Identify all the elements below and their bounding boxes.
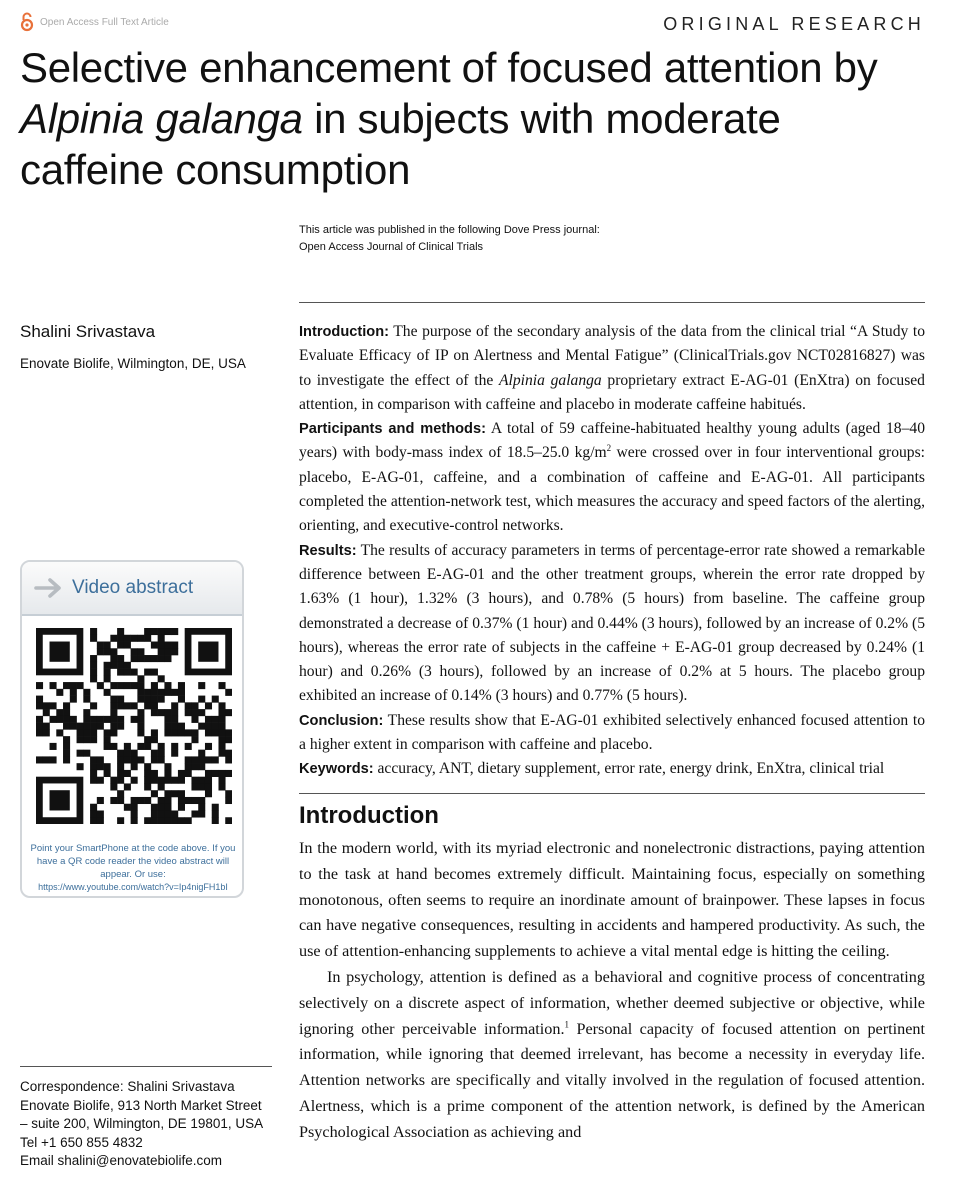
video-abstract-card[interactable]: [20, 560, 244, 898]
arrow-right-icon: [34, 577, 64, 599]
correspondence-block: Correspondence: Shalini Srivastava Enovate Biolife, 913 North Market Street – suite 200, Wilmington, DE 19801, USA Tel +1 650 855 4832 Email shalini@enovatebiolife.com: [20, 1078, 263, 1171]
video-abstract-title[interactable]: Video abstract: [72, 577, 194, 598]
abstract-keywords: Keywords: accuracy, ANT, dietary supplement, error rate, energy drink, EnXtra, clinical trial: [299, 760, 885, 778]
author-name: Shalini Srivastava: [20, 322, 156, 341]
abstract-results: Results: The results of accuracy parameters in terms of percentage-error rate showed a remarkable difference between E-AG-01 and the other treatment groups, wherein the error rate dropped by 1.63% (1 hour), 1.32% (3 hours), and 0.78% (5 hours) from baseline. The caffeine group demonstrated a decrease of 0.37% (1 hour) and 0.44% (3 hours), followed by an increase of 0.2% (5 hours), whereas the error rate of subjects in the caffeine + E-AG-01 group decreased by 0.24% (1 hour) and 0.26% (3 hours), followed by an increase of 0.2% at 5 hours. The placebo group exhibited an increase of 0.14% (3 hours) and 0.77% (5 hours).: [299, 541, 925, 705]
open-access-banner: [20, 12, 169, 32]
paragraph: In the modern world, with its myriad electronic and nonelectronic distractions, paying attention to the task at hand becomes extremely difficult. Maintaining focus, especially on something monotonous, often seems to require an inordinate amount of brainpower. These lapses in focus can have negative consequences, resulting in accidents and hampered productivity. As such, the use of attention-enhancing supplements to achieve a vital mental edge is hitting the ceiling.: [299, 839, 925, 961]
divider: [299, 793, 925, 794]
abstract-methods: Participants and methods: A total of 59 caffeine-habituated healthy young adults (aged 18–40 years) with body-mass index of 18.5–25.0 $kg/m^2$ were crossed over in four interventional groups: placebo, E-AG-01, caffeine, and a combination of caffeine and E-AG-01. All participants completed the attention-network test, which measures the accuracy and speed factors of the alerting, orienting, and executive-control networks.: [299, 420, 925, 535]
section-heading: Introduction: [299, 802, 439, 829]
abstract: [299, 320, 925, 782]
citation-link[interactable]: 1: [564, 1019, 570, 1030]
paragraph: In psychology, attention is defined as a behavioral and cognitive process of concentrating selectively on a discrete aspect of information, whether deemed subjective or objective, while ignoring other perceivable information.$^1$ Personal capacity of focused attention on pertinent information, while ignoring that deemed irrelevant, has become a necessity in everyday life. Attention networks are specifically and vitally involved in the regulation of focused attention. Alertness, which is a prime component of the attention network, is defined by the American Psychological Association as achieving and: [299, 967, 925, 1141]
introduction-body: [299, 836, 925, 1146]
video-instructions: Point your SmartPhone at the code above. If you have a QR code reader the video abstract will appear. Or use: https://www.youtube.com/watch?v=Ip4nigFH1bI: [28, 842, 238, 894]
open-access-label: Open Access Full Text Article: [40, 16, 169, 28]
abstract-introduction: Introduction: The purpose of the secondary analysis of the data from the clinical trial “A Study to Evaluate Efficacy of IP on Alertness and Mental Fatigue” (ClinicalTrials.gov NCT02816827) was to investigate the effect of the Alpinia galanga proprietary extract E-AG-01 (EnXtra) on focused attention, in comparison with caffeine and placebo in moderate caffeine habitués.: [299, 323, 925, 413]
journal-note: This article was published in the following Dove Press journal: Open Access Journal of Clinical Trials: [299, 222, 600, 256]
video-url-link[interactable]: https://www.youtube.com/watch?v=Ip4nigFH1bI: [38, 882, 228, 892]
open-access-lock-icon: [20, 12, 34, 32]
author-affiliation: Enovate Biolife, Wilmington, DE, USA: [20, 356, 246, 371]
video-abstract-header[interactable]: [22, 562, 242, 616]
divider: [299, 302, 925, 303]
journal-name: Open Access Journal of Clinical Trials: [299, 241, 484, 253]
email-link[interactable]: Email shalini@enovatebiolife.com: [20, 1153, 223, 1169]
species-name: Alpinia galanga: [20, 95, 303, 142]
qr-code-icon[interactable]: [36, 628, 232, 824]
abstract-conclusion: Conclusion: These results show that E-AG-01 exhibited selectively enhanced focused attention to a higher extent in comparison with caffeine and placebo.: [299, 711, 925, 754]
article-title: Selective enhancement of focused attention by Alpinia galanga in subjects with moderate caffeine consumption: [20, 44, 878, 193]
article-type-label: ORIGINAL RESEARCH: [663, 14, 925, 34]
divider: [20, 1066, 272, 1067]
